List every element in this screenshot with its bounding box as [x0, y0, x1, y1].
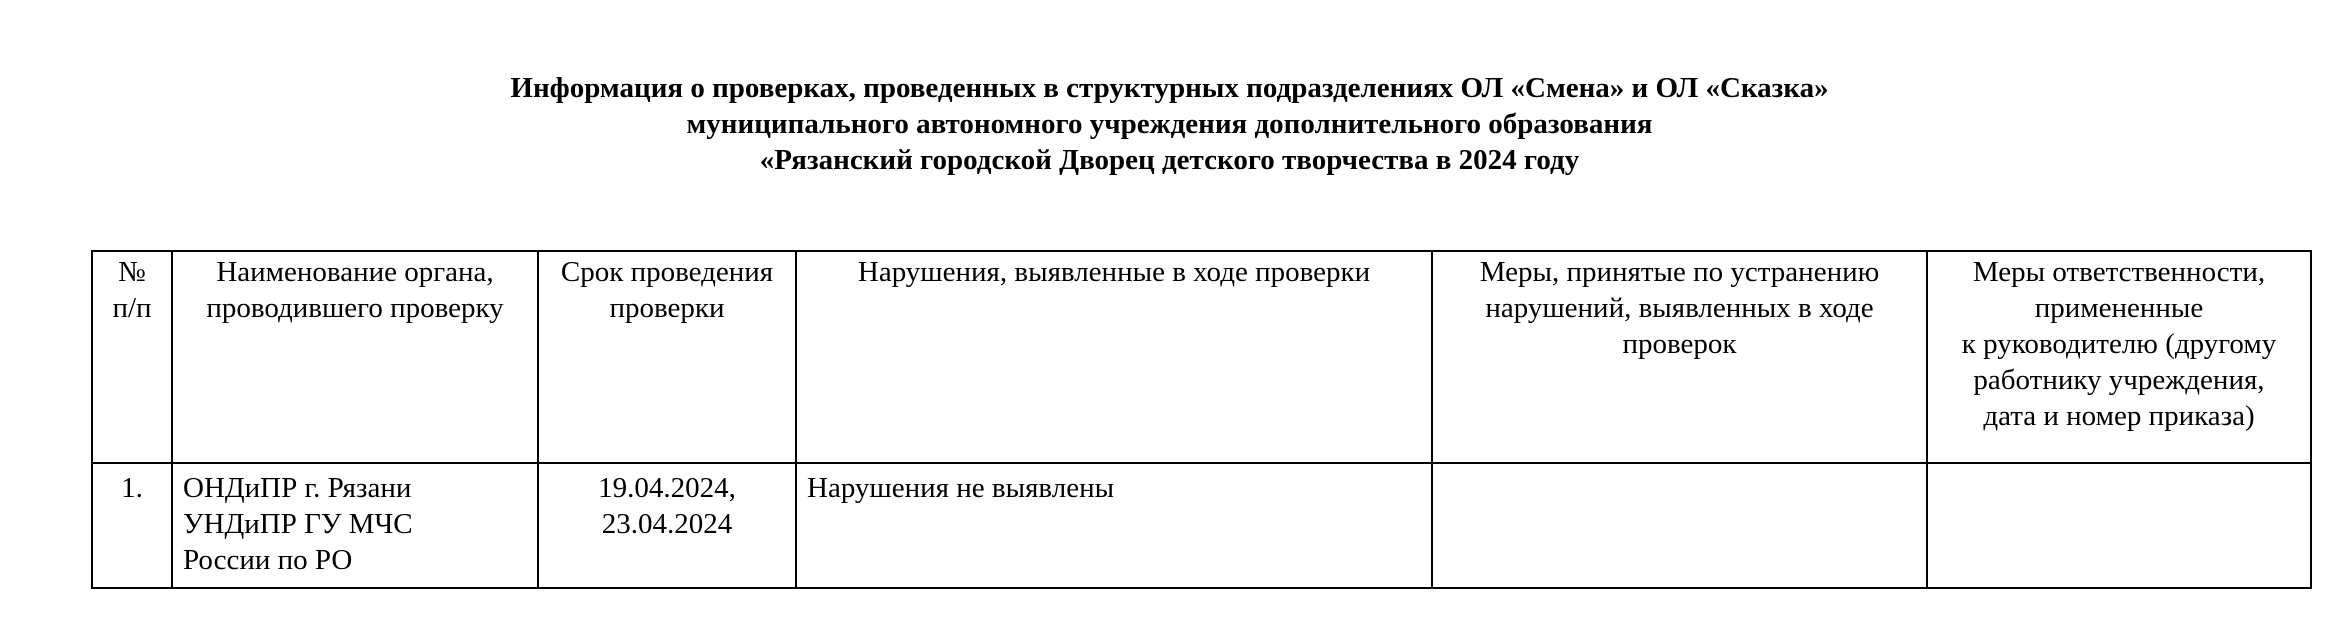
header-violations-line: Нарушения, выявленные в ходе проверки: [857, 256, 1371, 288]
header-organ-line: Наименование органа,: [216, 256, 494, 288]
document-title: [0, 70, 2339, 178]
cell-period: [538, 463, 796, 588]
header-period-line: Срок проведения: [560, 256, 774, 288]
header-responsibility-line: работнику учреждения,: [1973, 364, 2265, 396]
table-row: [92, 463, 2311, 588]
header-responsibility-line: дата и номер приказа): [1983, 400, 2255, 432]
cell-violations: Нарушения не выявлены: [796, 463, 1432, 588]
inspections-table: [91, 250, 2312, 589]
header-measures-line: проверок: [1622, 328, 1737, 360]
title-line-1: Информация о проверках, проведенных в структурных подразделениях ОЛ «Смена» и ОЛ «Сказка»: [510, 72, 1829, 104]
header-violations: [796, 251, 1432, 463]
header-number-line: п/п: [112, 292, 152, 324]
table-header-row: [92, 251, 2311, 463]
cell-period-line: 19.04.2024,: [598, 472, 736, 504]
header-responsibility: [1927, 251, 2311, 463]
cell-responsibility: [1927, 463, 2311, 588]
header-responsibility-line: Меры ответственности,: [1972, 256, 2266, 288]
header-number-line: №: [118, 256, 146, 288]
header-measures-line: Меры, принятые по устранению: [1479, 256, 1880, 288]
cell-organ-line: УНДиПР ГУ МЧС: [183, 508, 413, 540]
cell-period-line: 23.04.2024: [601, 508, 733, 540]
title-line-2: муниципального автономного учреждения дополнительного образования: [686, 108, 1653, 140]
header-organ: [172, 251, 538, 463]
header-responsibility-line: примененные: [2034, 292, 2204, 324]
header-period-line: проверки: [609, 292, 725, 324]
header-number: [92, 251, 172, 463]
header-organ-line: проводившего проверку: [206, 292, 504, 324]
cell-number: 1.: [92, 463, 172, 588]
header-measures-line: нарушений, выявленных в ходе: [1485, 292, 1874, 324]
header-period: [538, 251, 796, 463]
cell-organ-line: ОНДиПР г. Рязани: [183, 472, 412, 504]
header-responsibility-line: к руководителю (другому: [1961, 328, 2277, 360]
header-measures: [1432, 251, 1927, 463]
title-line-3: «Рязанский городской Дворец детского творчества в 2024 году: [759, 144, 1580, 176]
cell-measures: [1432, 463, 1927, 588]
cell-organ-line: России по РО: [183, 544, 353, 576]
cell-organ: [172, 463, 538, 588]
